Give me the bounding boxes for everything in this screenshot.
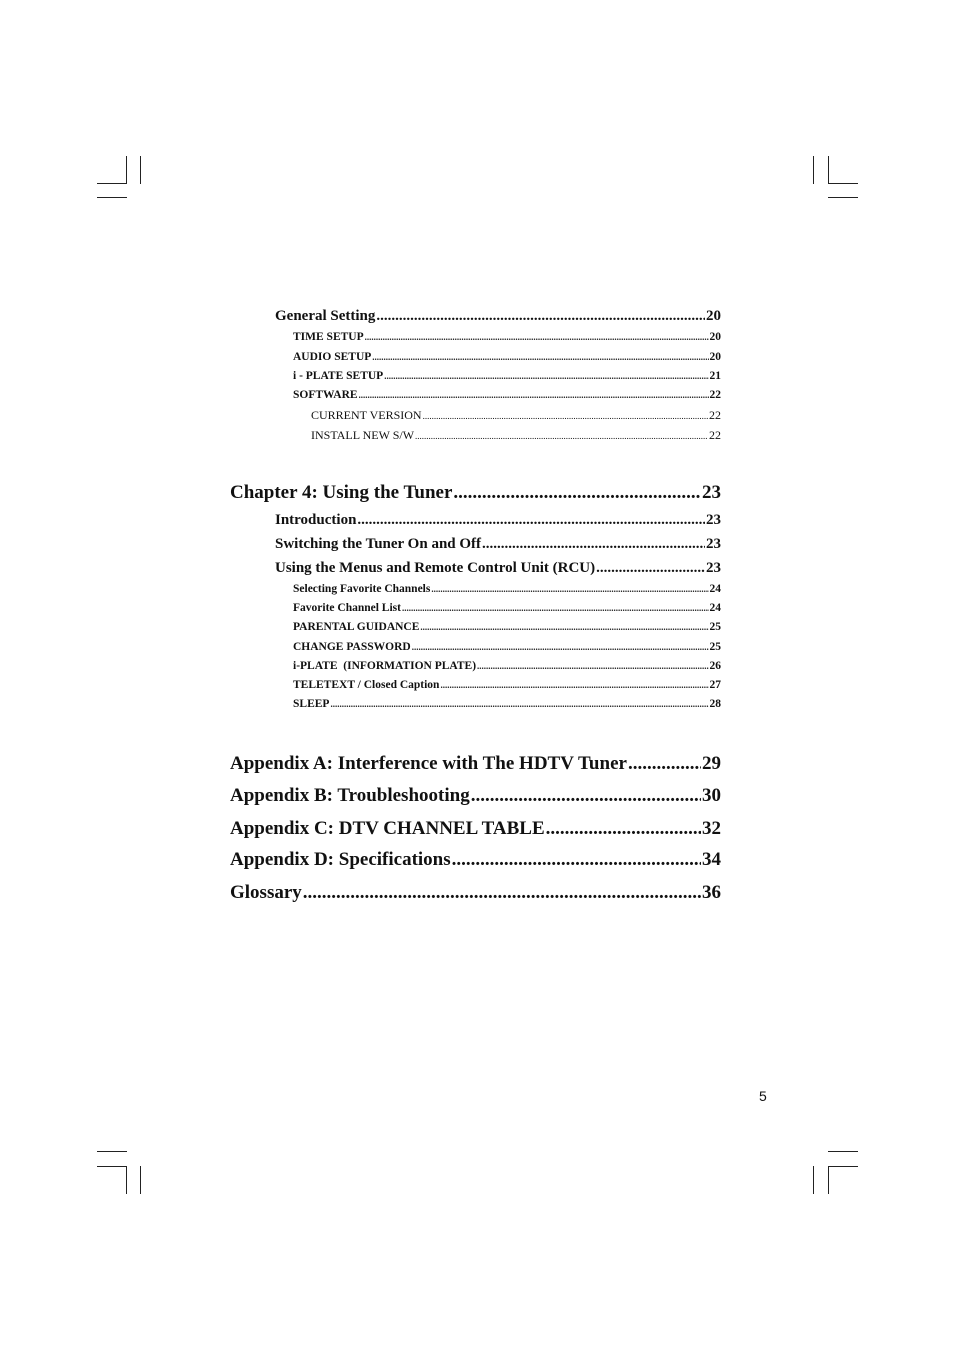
toc-entry-switching-tuner[interactable] — [275, 536, 721, 553]
toc-entry-title: TIME SETUP — [293, 331, 364, 343]
toc-entry-i-plate-setup[interactable] — [293, 370, 721, 382]
toc-entry-title: SOFTWARE — [293, 389, 358, 401]
toc-entry-page: 22 — [709, 408, 721, 422]
toc-entry-title: INSTALL NEW S/W — [311, 428, 415, 442]
toc-entry-glossary[interactable] — [230, 882, 721, 904]
toc-entry-change-password[interactable] — [293, 641, 721, 653]
toc-entry-page: 30 — [702, 785, 721, 806]
toc-entry-page: 36 — [702, 882, 721, 903]
toc-entry-title: i - PLATE SETUP — [293, 370, 384, 382]
toc-entry-title: SLEEP — [293, 698, 330, 710]
toc-entry-using-menus-rcu[interactable] — [275, 560, 721, 577]
toc-entry-title: CHANGE PASSWORD — [293, 641, 411, 653]
toc-entry-general-setting[interactable] — [275, 308, 721, 325]
toc-entry-title: General Setting — [275, 308, 376, 324]
toc-entry-title: CURRENT VERSION — [311, 408, 422, 422]
toc-entry-title: Appendix D: Specifications — [230, 849, 451, 870]
toc-entry-page: 21 — [709, 370, 721, 382]
toc-entry-title: i-PLATE (INFORMATION PLATE) — [293, 660, 477, 672]
toc-entry-page: 34 — [702, 849, 721, 870]
toc-entry-page: 22 — [709, 428, 721, 442]
toc-entry-title: Switching the Tuner On and Off — [275, 536, 482, 552]
toc-entry-page: 24 — [709, 602, 721, 614]
toc-entry-title: Introduction — [275, 512, 357, 528]
toc-entry-title: TELETEXT / Closed Caption — [293, 679, 440, 691]
toc-entry-title: Appendix B: Troubleshooting — [230, 785, 470, 806]
toc-entry-page: 23 — [706, 512, 721, 528]
toc-entry-page: 25 — [709, 621, 721, 633]
toc-entry-parental-guidance[interactable] — [293, 621, 721, 633]
toc-entry-sleep[interactable] — [293, 698, 721, 710]
toc-entry-page: 20 — [706, 308, 721, 324]
toc-entry-title: Favorite Channel List — [293, 602, 401, 614]
toc-entry-page: 20 — [709, 331, 721, 343]
toc-entry-page: 32 — [702, 818, 721, 839]
toc-entry-page: 23 — [702, 482, 721, 503]
toc-entry-title: Appendix C: DTV CHANNEL TABLE — [230, 818, 545, 839]
toc-entry-introduction[interactable] — [275, 512, 721, 529]
toc-entry-page: 24 — [709, 583, 721, 595]
toc-entry-title: Glossary — [230, 882, 302, 903]
toc-entry-page: 23 — [706, 560, 721, 576]
toc-entry-chapter-4[interactable] — [230, 482, 721, 504]
toc-entry-teletext[interactable] — [293, 679, 721, 691]
toc-entry-selecting-favorite[interactable] — [293, 583, 721, 595]
toc-entry-time-setup[interactable] — [293, 331, 721, 343]
page-number: 5 — [759, 1088, 767, 1104]
toc-entry-title: Using the Menus and Remote Control Unit (RCU) — [275, 560, 596, 576]
toc-entry-title: PARENTAL GUIDANCE — [293, 621, 420, 633]
toc-entry-page: 25 — [709, 641, 721, 653]
toc-entry-page: 22 — [709, 389, 721, 401]
toc-entry-title: Chapter 4: Using the Tuner — [230, 482, 453, 503]
toc-entry-appendix-b[interactable] — [230, 785, 721, 807]
toc-entry-appendix-a[interactable] — [230, 753, 721, 775]
toc-entry-page: 29 — [702, 753, 721, 774]
toc-entry-page: 23 — [706, 536, 721, 552]
toc-entry-appendix-c[interactable] — [230, 818, 721, 840]
toc-entry-audio-setup[interactable] — [293, 351, 721, 363]
toc-entry-title: AUDIO SETUP — [293, 351, 372, 363]
toc-entry-title: Appendix A: Interference with The HDTV Tuner — [230, 753, 627, 774]
toc-entry-page: 20 — [709, 351, 721, 363]
toc-entry-page: 26 — [709, 660, 721, 672]
toc-entry-i-plate[interactable] — [293, 660, 721, 672]
toc-entry-appendix-d[interactable] — [230, 849, 721, 871]
toc-entry-title: Selecting Favorite Channels — [293, 583, 431, 595]
toc-entry-page: 27 — [709, 679, 721, 691]
toc-entry-page: 28 — [709, 698, 721, 710]
toc-entry-software[interactable] — [293, 389, 721, 401]
toc-entry-current-version[interactable] — [311, 408, 721, 423]
toc-entry-favorite-list[interactable] — [293, 602, 721, 614]
toc-entry-install-new-sw[interactable] — [311, 428, 721, 443]
